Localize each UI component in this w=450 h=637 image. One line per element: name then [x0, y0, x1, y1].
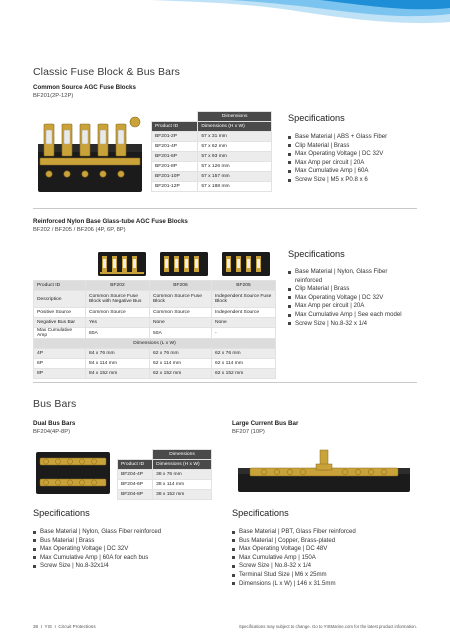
table-cell: 6P: [34, 359, 86, 369]
list-item: Clip Material | Brass: [288, 285, 416, 294]
header-wave: [0, 0, 450, 40]
table-cell: 62 x 76 mm: [212, 349, 276, 359]
bus-bars-spec-title: Specifications: [33, 508, 90, 518]
fuse-block-photo: [34, 110, 146, 203]
table-col-header: Dimensions (H x W): [198, 122, 272, 132]
table-cell: BF204-6P: [118, 480, 153, 490]
bus-bar-dimensions-table: [117, 449, 212, 500]
list-item: Bus Material | Brass: [33, 537, 223, 546]
section1-subtitle: Common Source AGC Fuse Blocks: [33, 84, 136, 91]
table-group-header: Dimensions (L x W): [34, 339, 276, 349]
section2-spec-list: [288, 268, 416, 328]
table-col-header: BF205: [212, 281, 276, 291]
list-item: Max Cumulative Amp | 150A: [232, 554, 422, 563]
footer-sep: I: [54, 624, 56, 629]
table-cell: BF201-8P: [152, 162, 198, 172]
list-item: Max Operating Voltage | DC 32V: [288, 294, 416, 303]
dual-bus-bars-subtitle: Dual Bus Bars: [33, 420, 76, 427]
table-cell: BF204-4P: [118, 470, 153, 480]
large-bus-bar-spec-list: [232, 528, 422, 588]
section1-code: BF201(2P-12P): [33, 93, 74, 99]
table-group-header: Dimensions: [198, 112, 272, 122]
table-cell: BF201-4P: [152, 142, 198, 152]
table-cell: Common Source Fuse Block with Negative Bus: [86, 291, 150, 308]
table-cell: None: [150, 318, 212, 328]
list-item: Max Amp per circuit | 20A: [288, 159, 428, 168]
table-cell: 8P: [34, 369, 86, 379]
divider: [33, 382, 417, 383]
table-cell: BF201-10P: [152, 172, 198, 182]
table-group-header: Dimensions: [153, 450, 212, 460]
list-item: Max Cumulative Amp | 60A: [288, 167, 428, 176]
section2-code: BF202 / BF205 / BF206 (4P, 6P, 8P): [33, 227, 126, 233]
table-col-header: BF206: [150, 281, 212, 291]
table-cell: Independent Source: [212, 308, 276, 318]
section1-dimensions-table: [151, 111, 272, 192]
table-cell: Common Source: [86, 308, 150, 318]
list-item: Base Material | ABS + Glass Fiber: [288, 133, 428, 142]
footer-sep: I: [40, 624, 42, 629]
table-cell: None: [212, 318, 276, 328]
large-bus-bar-photo: [234, 446, 414, 505]
table-cell: 38 x 152 mm: [153, 490, 212, 500]
footer-left: [33, 624, 96, 629]
table-cell: Common Source Fuse Block: [150, 291, 212, 308]
large-bus-bar-spec-title: Specifications: [232, 508, 289, 518]
table-cell: 84 x 114 mm: [86, 359, 150, 369]
table-cell: 84 x 76 mm: [86, 349, 150, 359]
table-cell: 62 x 114 mm: [150, 359, 212, 369]
list-item: Max Amp per circuit | 20A: [288, 302, 416, 311]
table-cell: BF201-6P: [152, 152, 198, 162]
list-item: Dimensions (L x W) | 146 x 31.5mm: [232, 580, 422, 589]
list-item: Clip Material | Brass: [288, 142, 428, 151]
section1-spec-list: [288, 133, 428, 185]
table-cell: BF201-12P: [152, 182, 198, 192]
table-cell: BF204-8P: [118, 490, 153, 500]
dual-bus-bars-code: BF204(4P-8P): [33, 429, 71, 435]
table-cell: 62 x 152 mm: [212, 369, 276, 379]
list-item: Max Operating Voltage | DC 48V: [232, 545, 422, 554]
section2-table: [33, 280, 276, 379]
list-item: Base Material | Nylon, Glass Fiber reinforced: [288, 268, 416, 285]
table-cell: 57 x 62 mm: [198, 142, 272, 152]
section1-spec-title: Specifications: [288, 113, 345, 123]
footer-section: Circuit Protections: [58, 624, 96, 629]
footer-note: Specifications may subject to change. Go to YISMarine.com for the latest product information.: [238, 624, 417, 629]
list-item: Max Cumulative Amp | 60A for each bus: [33, 554, 223, 563]
table-col-header: BF202: [86, 281, 150, 291]
list-item: Max Cumulative Amp | See each model: [288, 311, 416, 320]
table-cell: 57 x 31 mm: [198, 132, 272, 142]
large-bus-bar-code: BF207 (10P): [232, 429, 265, 435]
table-cell: 57 x 126 mm: [198, 162, 272, 172]
table-cell: 38 x 76 mm: [153, 470, 212, 480]
table-cell: Negative Bus Bar: [34, 318, 86, 328]
list-item: Terminal Stud Size | M6 x 25mm: [232, 571, 422, 580]
table-cell: Yes: [86, 318, 150, 328]
table-cell: 84 x 152 mm: [86, 369, 150, 379]
page-number: 38: [33, 624, 39, 629]
table-cell: 62 x 114 mm: [212, 359, 276, 369]
list-item: Screw Size | No.8-32x1/4: [33, 562, 223, 571]
table-col-header: Dimensions (H x W): [153, 460, 212, 470]
table-cell: 57 x 93 mm: [198, 152, 272, 162]
table-cell: 57 x 157 mm: [198, 172, 272, 182]
table-cell: -: [212, 328, 276, 339]
list-item: Screw Size | No.8-32 x 1/4: [232, 562, 422, 571]
fuse-blocks-photo: [92, 246, 278, 283]
list-item: Max Operating Voltage | DC 32V: [33, 545, 223, 554]
table-cell: Max Cumulative Amp: [34, 328, 86, 339]
bus-bars-spec-list: [33, 528, 223, 571]
table-cell: 80A: [86, 328, 150, 339]
table-col-header: Product ID: [152, 122, 198, 132]
divider: [33, 208, 417, 209]
list-item: Base Material | Nylon, Glass Fiber reinforced: [33, 528, 223, 537]
table-cell: Common Source: [150, 308, 212, 318]
table-cell: 62 x 76 mm: [150, 349, 212, 359]
table-cell: 38 x 114 mm: [153, 480, 212, 490]
list-item: Bus Material | Copper, Brass-plated: [232, 537, 422, 546]
list-item: Base Material | PBT, Glass Fiber reinforced: [232, 528, 422, 537]
footer-brand: YIS: [44, 624, 52, 629]
list-item: Screw Size | M5 x P0.8 x 6: [288, 176, 428, 185]
section2-spec-title: Specifications: [288, 249, 345, 259]
page-title: Classic Fuse Block & Bus Bars: [33, 66, 181, 78]
bus-bars-title: Bus Bars: [33, 398, 77, 410]
table-cell: Positive Source: [34, 308, 86, 318]
table-col-header: Product ID: [118, 460, 153, 470]
large-bus-bar-subtitle: Large Current Bus Bar: [232, 420, 299, 427]
table-cell: 62 x 152 mm: [150, 369, 212, 379]
table-cell: Independent Source Fuse Block: [212, 291, 276, 308]
table-cell: BF201-2P: [152, 132, 198, 142]
table-cell: 4P: [34, 349, 86, 359]
section2-subtitle: Reinforced Nylon Base Glass-tube AGC Fuse Blocks: [33, 218, 188, 225]
dual-bus-bar-photo: [34, 448, 112, 503]
list-item: Screw Size | No.8-32 x 1/4: [288, 320, 416, 329]
table-cell: Description: [34, 291, 86, 308]
table-col-header: Product ID: [34, 281, 86, 291]
table-cell: 57 x 188 mm: [198, 182, 272, 192]
table-cell: 50A: [150, 328, 212, 339]
list-item: Max Operating Voltage | DC 32V: [288, 150, 428, 159]
